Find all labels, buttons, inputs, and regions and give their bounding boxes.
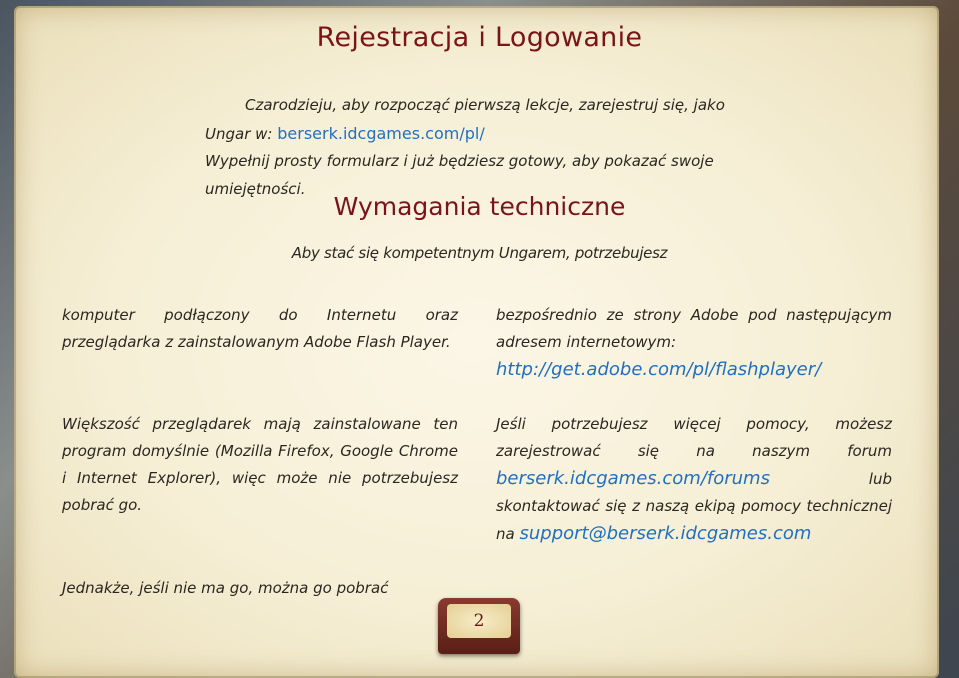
intro-line-1: Czarodzieju, aby rozpocząć pierwszą lekcje, zarejestruj się, jako bbox=[245, 96, 725, 114]
flash-download-link[interactable]: http://get.adobe.com/pl/flashplayer/ bbox=[496, 359, 822, 380]
left-paragraph-2: Większość przeglądarek mają zainstalowane ten program domyślnie (Mozilla Firefox, Google Chrome i Internet Explorer), więc może nie potrzebujesz pobrać go. bbox=[62, 415, 458, 514]
intro-line-4: umiejętności. bbox=[205, 179, 306, 198]
page-number-badge bbox=[438, 598, 520, 654]
section-title: Wymagania techniczne bbox=[333, 192, 626, 221]
register-link[interactable]: berserk.idcgames.com/pl/ bbox=[277, 123, 485, 143]
support-email-link[interactable]: support@berserk.idcgames.com bbox=[519, 523, 812, 544]
right-paragraph-2 bbox=[496, 411, 892, 548]
help-text-b: lub skontaktować się z naszą ekipą pomocy technicznej na bbox=[496, 470, 892, 543]
help-text-a: Jeśli potrzebujesz więcej pomocy, możesz zarejestrować się na naszym forum bbox=[496, 415, 892, 460]
intro-line-2 bbox=[205, 120, 765, 149]
left-paragraph-1: komputer podłączony do Internetu oraz przeglądarka z zainstalowanym Adobe Flash Player. bbox=[62, 306, 458, 351]
left-paragraph-3: Jednakże, jeśli nie ma go, można go pobrać bbox=[62, 579, 389, 597]
intro-paragraph bbox=[205, 92, 765, 203]
adobe-text: bezpośrednio ze strony Adobe pod następującym adresem internetowym: bbox=[496, 306, 892, 351]
requirements-intro: Aby stać się kompetentnym Ungarem, potrzebujesz bbox=[291, 244, 668, 262]
right-paragraph-1 bbox=[496, 302, 892, 384]
page-number: 2 bbox=[447, 604, 511, 638]
forum-link[interactable]: berserk.idcgames.com/forums bbox=[496, 468, 770, 489]
page-title: Rejestracja i Logowanie bbox=[316, 22, 643, 53]
intro-line-3: Wypełnij prosty formularz i już będziesz gotowy, aby pokazać swoje bbox=[205, 152, 714, 170]
intro-prefix: Ungar w: bbox=[205, 124, 273, 143]
